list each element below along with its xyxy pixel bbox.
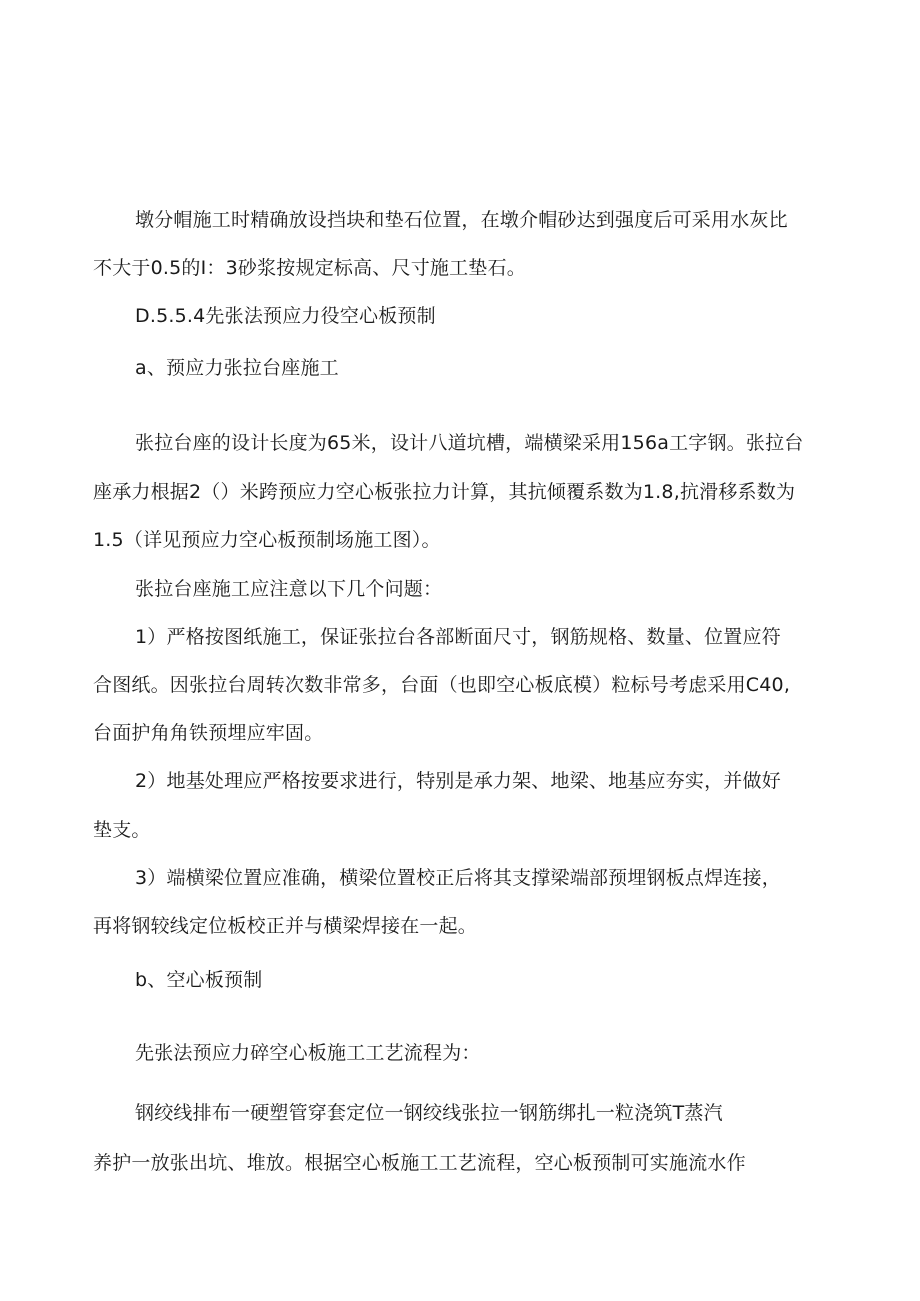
section-heading-d554: D.5.5.4先张法预应力役空心板预制 [135,305,436,327]
paragraph-4: 先张法预应力碎空心板施工工艺流程为： [135,1042,481,1064]
list-item-1-line-3: 台面护角角铁预埋应牢固。 [93,722,324,744]
paragraph-5-line-1: 钢绞线排布一硬塑管穿套定位一钢绞线张拉一钢筋绑扎一粒浇筑T蒸汽 [135,1102,723,1124]
paragraph-5-line-2: 养护一放张出坑、堆放。根据空心板施工工艺流程，空心板预制可实施流水作 [93,1152,746,1174]
paragraph-2-line-2: 座承力根据2（）米跨预应力空心板张拉力计算，其抗倾覆系数为1.8,抗滑移系数为 [93,481,796,503]
list-item-1-line-2: 合图纸。因张拉台周转次数非常多，台面（也即空心板底模）粒标号考虑采用C40, [93,674,791,696]
paragraph-1-line-1: 墩分帽施工时精确放设挡块和垫石位置，在墩介帽砂达到强度后可采用水灰比 [135,209,788,231]
list-item-1-line-1: 1）严格按图纸施工，保证张拉台各部断面尺寸，钢筋规格、数量、位置应符 [135,626,781,648]
paragraph-3: 张拉台座施工应注意以下几个问题： [135,578,443,600]
list-item-3-line-2: 再将钢较线定位板校正并与横梁焊接在一起。 [93,915,478,937]
subheading-b: b、空心板预制 [135,969,263,991]
paragraph-2-line-1: 张拉台座的设计长度为65米，设计八道坑槽，端横梁采用156a工字钢。张拉台 [135,432,804,454]
list-item-2-line-2: 垫支。 [93,819,151,841]
list-item-3-line-1: 3）端横梁位置应准确，横梁位置校正后将其支撑梁端部预埋钢板点焊连接， [135,867,781,889]
subheading-a: a、预应力张拉台座施工 [135,357,339,379]
list-item-2-line-1: 2）地基处理应严格按要求进行，特别是承力架、地梁、地基应夯实，并做好 [135,770,781,792]
paragraph-1-line-2: 不大于0.5的I：3砂浆按规定标高、尺寸施工垫石。 [93,257,526,279]
paragraph-2-line-3: 1.5（详见预应力空心板预制场施工图）。 [93,529,441,551]
